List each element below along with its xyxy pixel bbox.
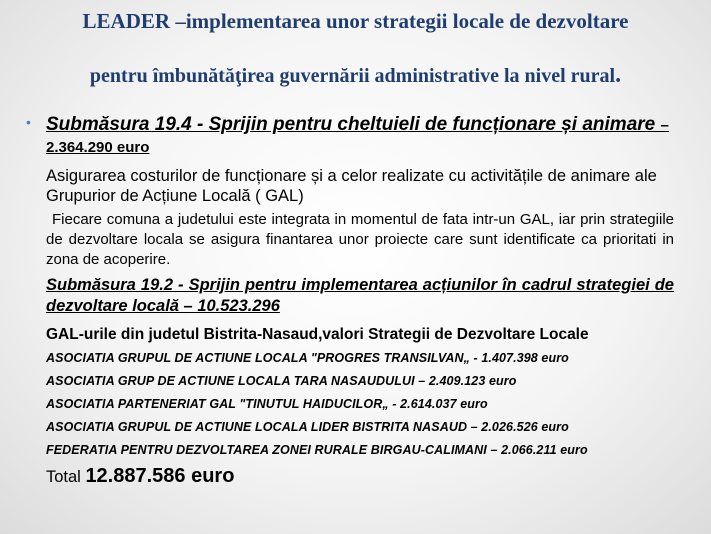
total-label: Total	[46, 468, 86, 486]
title-leader: LEADER	[82, 9, 171, 33]
title-line2-dot: .	[615, 62, 622, 88]
gal-item-tinutul-haiducilor: ASOCIATIA PARTENERIAT GAL "TINUTUL HAIDUCILOR„ - 2.614.037 euro	[46, 397, 488, 411]
gal-list	[46, 347, 674, 462]
total-line	[46, 465, 674, 488]
slide-title-line2	[0, 62, 711, 89]
paragraph-operating-costs: Asigurarea costurilor de funcționare și a celor realizate cu activitățile de animare ale Grupurior de Acțiune Locală ( GAL)	[46, 167, 657, 205]
bullet-dot-icon: •	[26, 114, 31, 130]
submeasure-19-4-heading	[46, 114, 674, 158]
slide-title-line1	[0, 9, 711, 34]
submeasure-19-2-heading: Submăsura 19.2 - Sprijin pentru implementarea acțiunilor în cadrul strategiei de dezvoltare locală – 10.523.296	[46, 276, 674, 315]
paragraph-gal-coverage: Fiecare comuna a judetului este integrata in momentul de fata intr-un GAL, iar prin strategiile de dezvoltare locala se asigura finantarea unor proiecte care sunt identificate ca prioritati in zona de acoperire.	[46, 211, 674, 268]
slide-body	[26, 114, 674, 488]
gal-item-tara-nasaudului: ASOCIATIA GRUP DE ACTIUNE LOCALA TARA NASAUDULUI – 2.409.123 euro	[46, 374, 517, 388]
gal-item-birgau-calimani: FEDERATIA PENTRU DEZVOLTAREA ZONEI RURALE BIRGAU-CALIMANI – 2.066.211 euro	[46, 443, 588, 457]
gal-item-lider-bistrita-nasaud: ASOCIATIA GRUPUL DE ACTIUNE LOCALA LIDER BISTRITA NASAUD – 2.026.526 euro	[46, 420, 569, 434]
title-line2-text: pentru îmbunătăţirea guvernării administrative la nivel rural	[89, 65, 616, 87]
submeasure-19-4-amount: – 2.364.290 euro	[46, 117, 669, 156]
total-value: 12.887.586 euro	[85, 465, 235, 487]
gal-item-progres-transilvan: ASOCIATIA GRUPUL DE ACTIUNE LOCALA "PROGRES TRANSILVAN„ - 1.407.398 euro	[46, 351, 569, 365]
gal-list-heading: GAL-urile din judetul Bistrita-Nasaud,valori Strategii de Dezvoltare Locale	[46, 326, 589, 343]
title-line1-rest: –implementarea unor strategii locale de dezvoltare	[170, 9, 629, 33]
submeasure-19-4-title: Submăsura 19.4 - Sprijin pentru cheltuieli de funcționare și animare	[46, 114, 661, 135]
